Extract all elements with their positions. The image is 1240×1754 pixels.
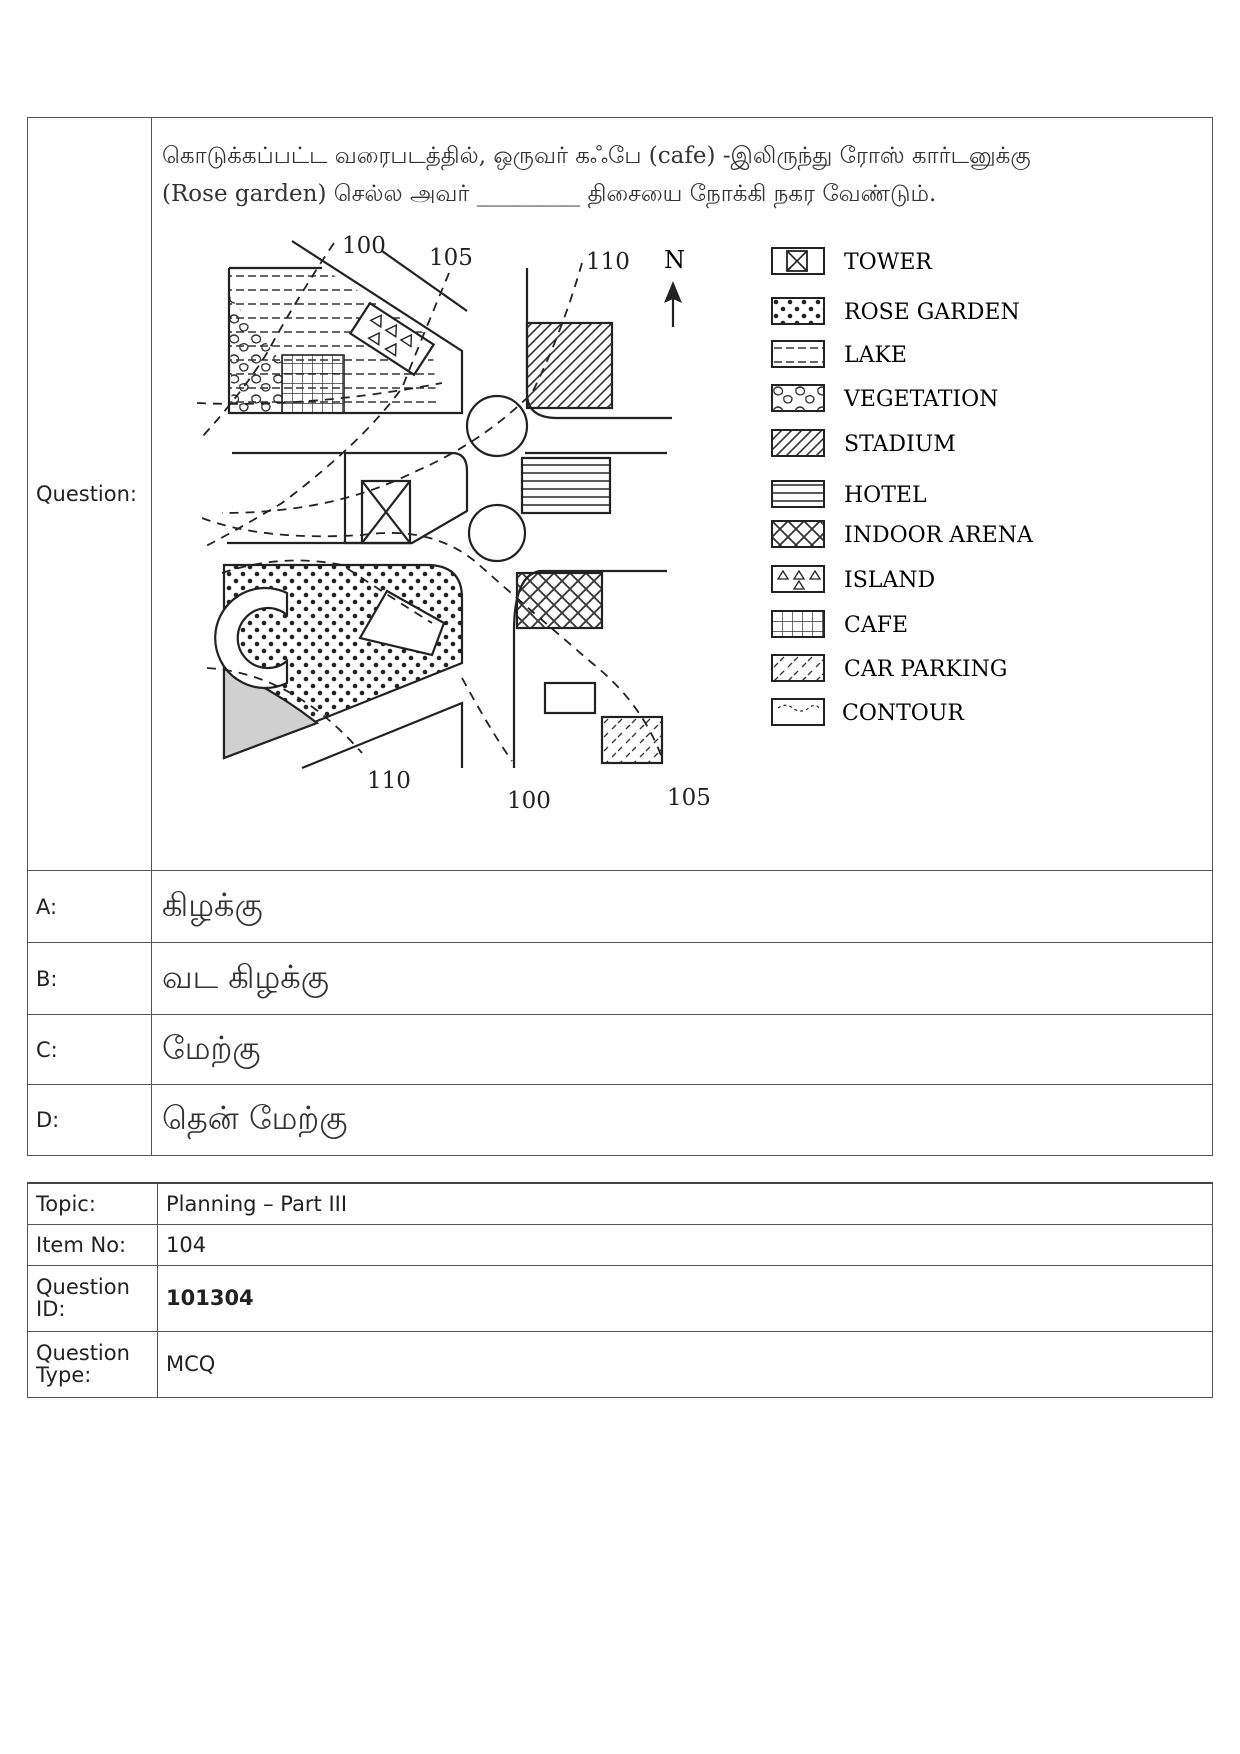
roundabout-south [469,505,525,561]
legend-label: CAR PARKING [844,657,1008,682]
car-parking-block [602,717,662,763]
legend-item [772,521,1034,548]
question-table [27,117,1213,1156]
question-content [152,118,1213,871]
north-arrow [664,246,685,327]
contour-label: 110 [586,249,630,275]
legend-item [772,655,1007,682]
item-no-label: Item No: [28,1224,158,1265]
legend-label: ISLAND [844,568,936,593]
roundabout-north [467,396,527,456]
question-id-value: 101304 [158,1265,1213,1331]
map-legend [772,248,1034,726]
topic-label: Topic: [28,1183,158,1224]
question-type-label: Question Type: [28,1331,158,1397]
legend-item [772,341,907,368]
contour-label: 100 [342,233,386,259]
stadium-block [527,323,612,408]
item-no-value: 104 [158,1224,1213,1265]
option-b-text[interactable]: வட கிழக்கு [152,943,1213,1015]
map-figure [162,213,1202,853]
legend-label: CONTOUR [842,701,964,726]
north-label: N [664,246,685,274]
legend-label: VEGETATION [844,387,999,412]
legend-label: INDOOR ARENA [844,523,1033,548]
cafe-block [282,355,344,413]
legend-item [772,248,933,275]
option-c-text[interactable]: மேற்கு [152,1015,1213,1085]
option-a-text[interactable]: கிழக்கு [152,871,1213,943]
contour-label: 105 [429,245,473,271]
question-type-value: MCQ [158,1331,1213,1397]
question-text-line1: கொடுக்கப்பட்ட வரைபடத்தில், ஒருவர் கஃபே (cafe) -இலிருந்து ரோஸ் கார்டனுக்கு [162,143,1031,169]
legend-label: ROSE GARDEN [844,300,1020,325]
option-d-text[interactable]: தென் மேற்கு [152,1085,1213,1156]
option-b-label: B: [28,943,152,1015]
legend-item [772,699,965,726]
legend-item [772,430,956,457]
option-d-label: D: [28,1085,152,1156]
contour-label: 110 [367,768,411,794]
metadata-table [27,1182,1213,1398]
contour-label: 100 [507,788,551,814]
indoor-arena-block [517,573,602,628]
option-a-label: A: [28,871,152,943]
legend-item [772,611,908,638]
legend-label: TOWER [844,250,932,275]
legend-label: STADIUM [844,432,956,457]
option-c-label: C: [28,1015,152,1085]
hotel-block [522,458,610,513]
contour-label: 105 [667,785,711,811]
legend-label: HOTEL [844,483,927,508]
topic-value: Planning – Part III [158,1183,1213,1224]
question-label: Question: [28,118,152,871]
question-text [162,137,1202,213]
question-id-label: Question ID: [28,1265,158,1331]
legend-label: CAFE [844,613,909,638]
question-text-line2: (Rose garden) செல்ல அவர் _________ திசையை நோக்கி நகர வேண்டும். [162,181,937,207]
legend-item [772,385,998,412]
small-building [545,683,595,713]
legend-item [772,298,1020,325]
legend-label: LAKE [844,343,907,368]
legend-item [772,481,927,508]
legend-item [772,566,935,593]
